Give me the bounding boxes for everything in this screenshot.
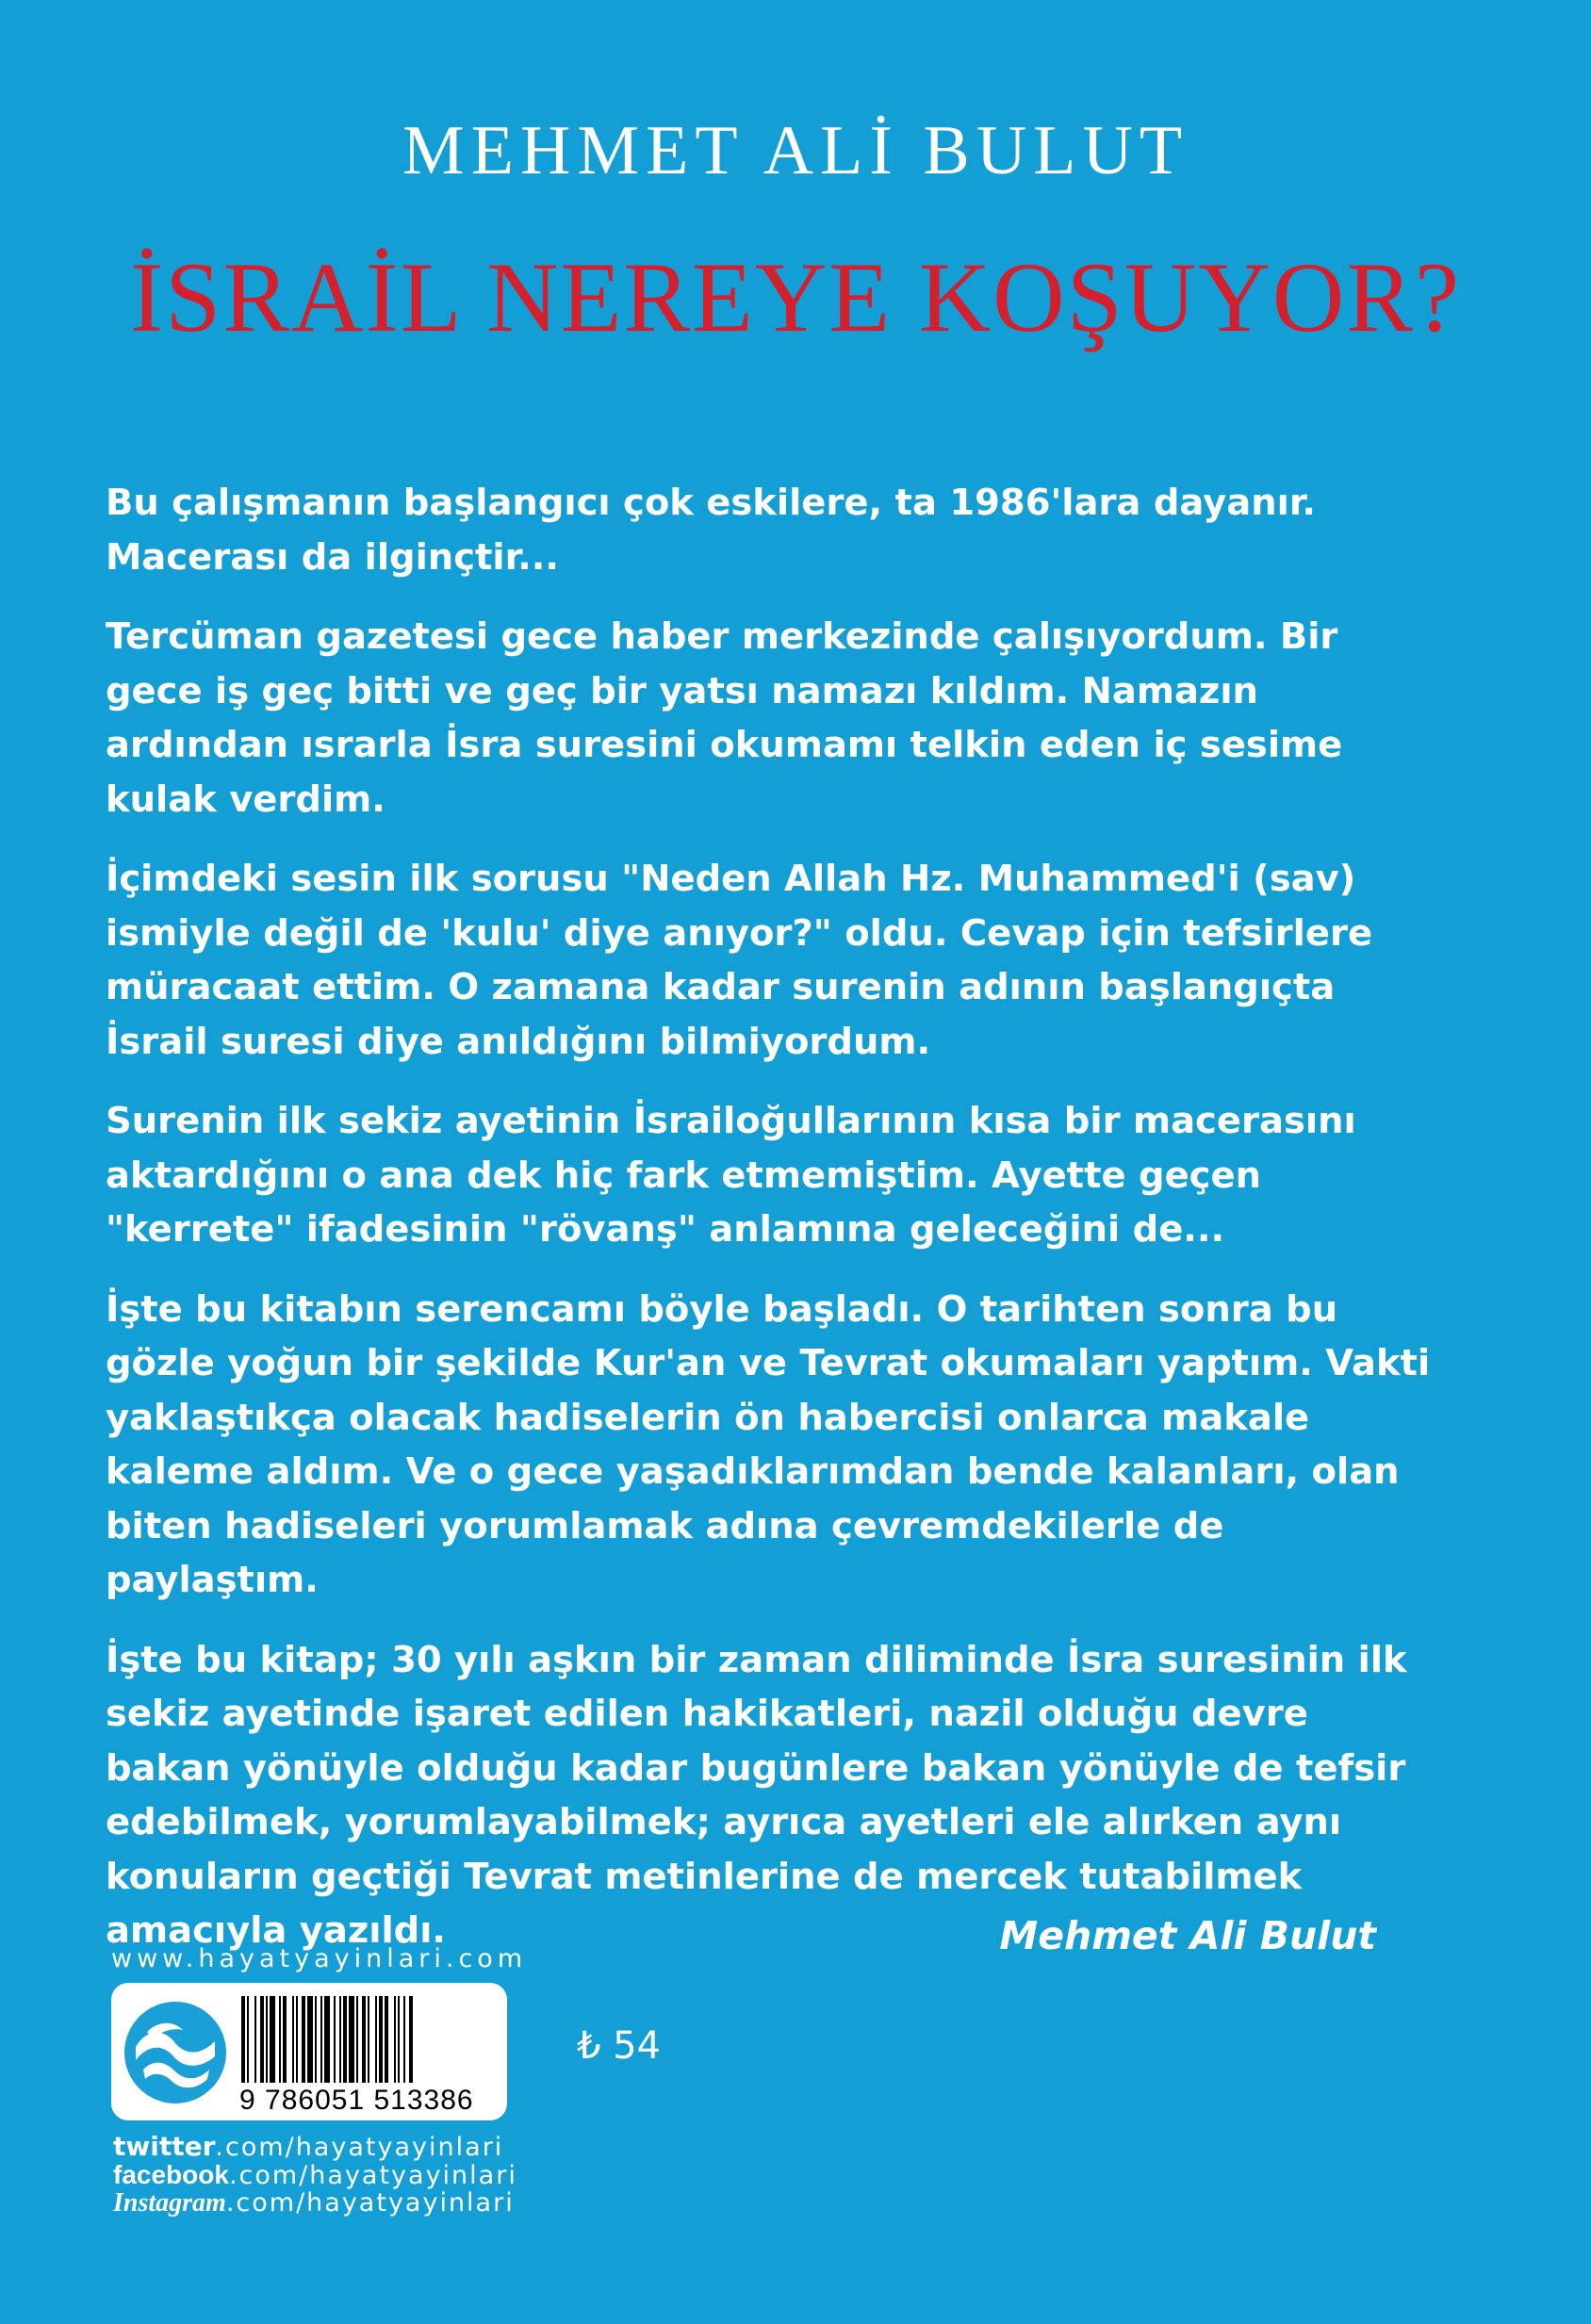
barcode-bar	[375, 1996, 377, 2083]
barcode-bar	[334, 1996, 336, 2083]
isbn-number: 9 786051 513386	[239, 2085, 474, 2116]
paragraph: İşte bu kitabın serencamı böyle başladı. O tarihten sonra bu gözle yoğun bir şekilde Kur'an ve Tevrat okumaları yaptım. Vakti yaklaştıkça olacak hadiselerin ön habercisi onlarca makale kaleme aldım. Ve o gece yaşadıklarımdan bende kalanları, olan biten hadiseleri yorumlamak adına çevremdekilerle de paylaştım.	[106, 1287, 1431, 1601]
barcode-bar	[368, 1996, 369, 2083]
barcode-bar	[254, 1996, 256, 2083]
barcode-bar	[385, 1996, 388, 2083]
barcode-bar	[315, 1996, 317, 2083]
paragraph: Bu çalışmanın başlangıcı çok eskilere, ta 1986'lara dayanır. Macerası da ilginçtir...	[106, 482, 1316, 579]
barcode-bar	[302, 1996, 305, 2083]
barcode-bar	[283, 1996, 287, 2083]
social-link-twitter[interactable]	[113, 2133, 517, 2161]
barcode-bar	[343, 1996, 347, 2083]
social-link-facebook[interactable]	[113, 2161, 517, 2189]
barcode-bar	[270, 1996, 275, 2083]
barcode-bar	[296, 1996, 298, 2083]
barcode-bar	[339, 1996, 341, 2083]
barcode-bar	[241, 1996, 245, 2083]
paragraph: İşte bu kitap; 30 yılı aşkın bir zaman diliminde İsra suresinin ilk sekiz ayetinde işaret edilen hakikatleri, nazil olduğu devre bakan yönüyle olduğu kadar bugünlere bakan yönüyle de tefsir edebilmek, yorumlayabilmek; ayrıca ayetleri ele alırken aynı konuların geçtiği Tevrat metinlerine de mercek tutabilmek amacıyla yazıldı.	[106, 1638, 1407, 1952]
price: ₺ 54	[577, 2024, 662, 2068]
barcode-bar	[349, 1996, 354, 2083]
paragraph: Tercüman gazetesi gece haber merkezinde çalışıyordum. Bir gece iş geç bitti ve geç bir yatsı namazı kıldım. Namazın ardından ısrarla İsra suresini okumamı telkin eden iç sesime kulak verdim.	[106, 615, 1343, 821]
paragraph: İçimdeki sesin ilk sorusu "Neden Allah Hz. Muhammed'i (sav) ismiyle değil de 'kulu' diye anıyor?" oldu. Cevap için tefsirlere müracaat ettim. O zamana kadar surenin adının başlangıçta İsrail suresi diye anıldığını bilmiyordum.	[106, 858, 1373, 1063]
author-name: MEHMET ALİ BULUT	[402, 112, 1189, 189]
twitter-icon: twitter	[113, 2131, 216, 2162]
facebook-icon: facebook	[113, 2160, 229, 2189]
barcode-bar	[379, 1996, 383, 2083]
barcode-bar	[403, 1996, 405, 2083]
barcode-bar	[394, 1996, 396, 2083]
publisher-logo-icon	[123, 2000, 228, 2105]
back-cover-text	[106, 476, 1435, 1984]
barcode-bar	[409, 1996, 413, 2083]
barcode	[239, 1996, 494, 2083]
instagram-icon: Instagram	[113, 2188, 226, 2218]
barcode-bar	[320, 1996, 322, 2083]
book-title: İSRAİL NEREYE KOŞUYOR?	[129, 242, 1462, 352]
signature: Mehmet Ali Bulut	[999, 1913, 1376, 1958]
barcode-bar	[307, 1996, 313, 2083]
social-links	[113, 2133, 517, 2217]
barcode-bar	[260, 1996, 264, 2083]
barcode-bar	[324, 1996, 330, 2083]
barcode-bar	[398, 1996, 400, 2083]
barcode-bar	[356, 1996, 358, 2083]
barcode-bar	[247, 1996, 249, 2083]
barcode-bar	[266, 1996, 268, 2083]
publisher-website[interactable]: www.hayatyayinlari.com	[111, 1944, 528, 1973]
paragraph: Surenin ilk sekiz ayetinin İsrailoğullarının kısa bir macerasını aktardığını o ana dek hiç fark etmemiştim. Ayette geçen "kerrete" ifadesinin "rövanş" anlamına geleceğini de...	[106, 1100, 1356, 1251]
social-link-instagram[interactable]	[113, 2189, 517, 2217]
isbn-box	[111, 1983, 507, 2120]
barcode-bar	[279, 1996, 281, 2083]
social-path: .com/hayatyayinlari	[228, 2161, 517, 2190]
social-path: .com/hayatyayinlari	[225, 2188, 515, 2218]
barcode-bar	[362, 1996, 366, 2083]
social-path: .com/hayatyayinlari	[215, 2133, 504, 2162]
barcode-bar	[292, 1996, 294, 2083]
